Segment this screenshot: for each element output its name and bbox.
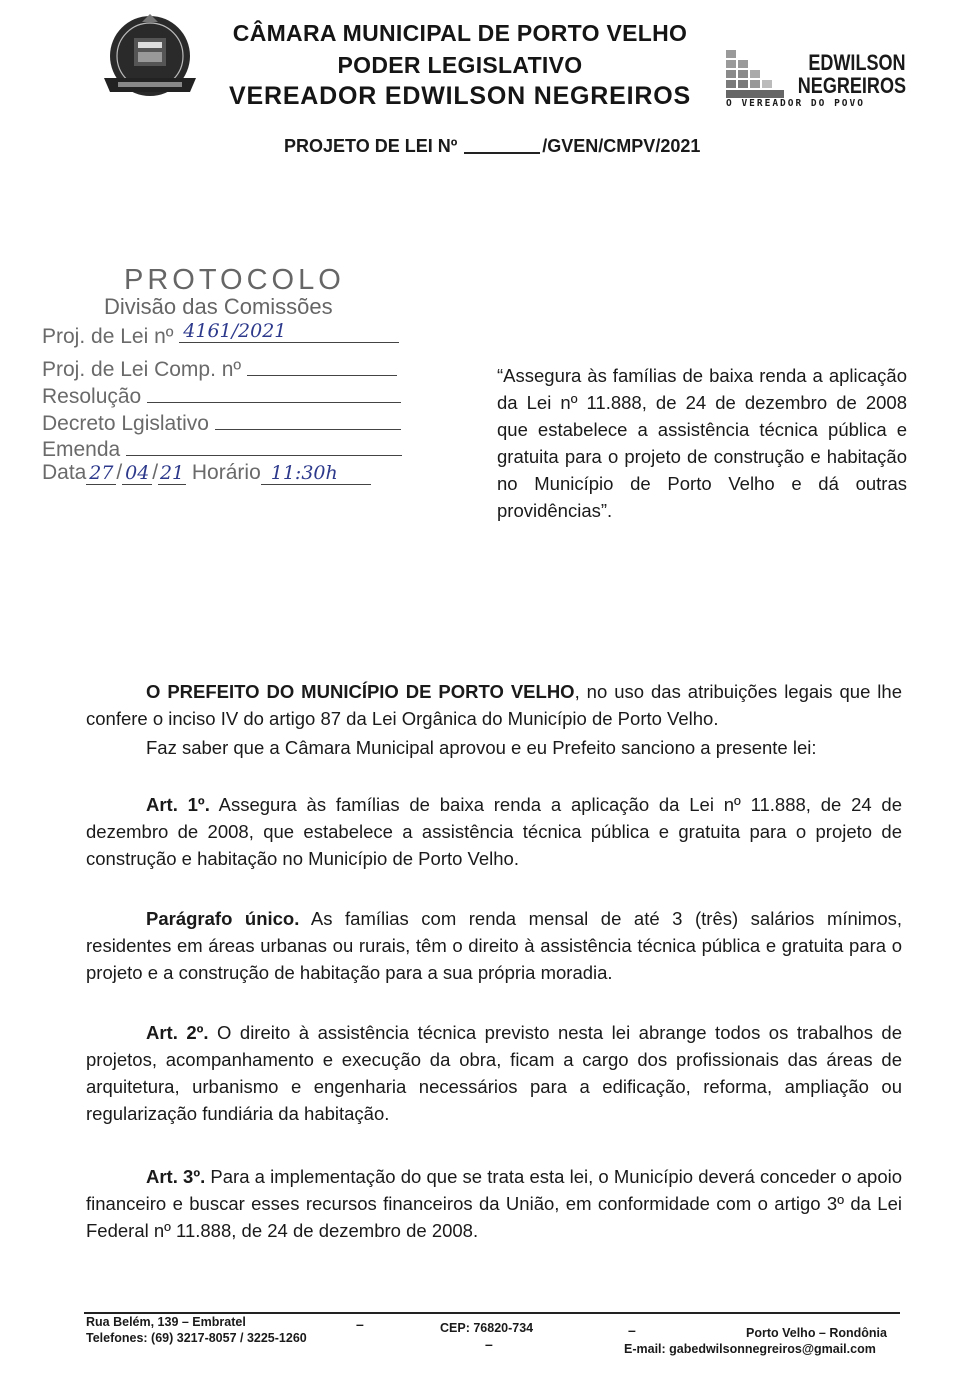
proj-lei-handwritten: 4161/2021 [183, 320, 287, 342]
footer-separator-1: – [356, 1316, 364, 1332]
article-3 [86, 1163, 902, 1244]
header-branch: PODER LEGISLATIVO [337, 52, 583, 78]
camara-seal [98, 8, 202, 108]
bill-number-blank [464, 152, 540, 154]
data-year-handwritten: 21 [159, 462, 185, 484]
horario-label: Horário [191, 461, 261, 484]
logo-name-line1: EDWILSON [808, 50, 906, 75]
bill-suffix: /GVEN/CMPV/2021 [542, 136, 701, 156]
logo-slogan: O VEREADOR DO POVO [726, 98, 865, 109]
proj-lei-comp-label: Proj. de Lei Comp. nº [42, 358, 242, 381]
article-3-label: Art. 3º. [146, 1166, 206, 1187]
horario-handwritten: 11:30h [261, 462, 371, 485]
protocol-stamp [38, 262, 418, 502]
bill-prefix: PROJETO DE LEI Nº [284, 136, 458, 156]
sole-paragraph [86, 905, 902, 986]
stamp-title: PROTOCOLO [124, 264, 345, 296]
councilman-logo [724, 40, 914, 122]
resolucao-label: Resolução [42, 385, 142, 408]
footer-divider [84, 1312, 900, 1314]
logo-name-line2: NEGREIROS [797, 73, 906, 98]
bill-summary: “Assegura às famílias de baixa renda a aplicação da Lei nº 11.888, de 24 de dezembro de 2008 que estabelece a assistência técnica pública e gratuita para o projeto de construção e habitação no Município de Porto Velho e dá outras providências”. [497, 365, 907, 521]
article-1 [86, 791, 902, 872]
footer-separator-2: – [485, 1336, 493, 1352]
article-1-text: Assegura às famílias de baixa renda a aplicação da Lei nº 11.888, de 24 de dezembro de 2008, que estabelece a assistência técnica pública e gratuita para o projeto de construção e habitação no Município de Porto Velho. [86, 794, 903, 869]
stamp-row-decreto [42, 409, 401, 436]
article-1-label: Art. 1º. [146, 794, 210, 815]
data-label: Data [42, 461, 87, 484]
sanction-paragraph: Faz saber que a Câmara Municipal aprovou e eu Prefeito sanciono a presente lei: [146, 737, 817, 758]
article-2-text: O direito à assistência técnica previsto nesta lei abrange todos os trabalhos de projetos, acompanhamento e execução da obra, ficam a cargo dos profissionais das áreas de arquitetura, urbanismo e engenharia necessários para a edificação, reforma, ampliação ou regularização fundiária da habitação. [86, 1022, 903, 1124]
stamp-row-data: Data 27 / 04 / 21 Horário 11:30h [42, 461, 371, 485]
header-councilman: VEREADOR EDWILSON NEGREIROS [229, 82, 691, 110]
preamble-text: , no uso das atribuições legais que lhe confere o inciso IV do artigo 87 da Lei Orgânica do Município de Porto Velho. [86, 681, 902, 729]
emenda-label: Emenda [42, 438, 121, 461]
footer-city: Porto Velho – Rondônia [746, 1326, 887, 1340]
footer-email: E-mail: gabedwilsonnegreiros@gmail.com [624, 1342, 876, 1356]
footer-separator-3: – [628, 1322, 636, 1338]
sole-paragraph-label: Parágrafo único. [146, 908, 300, 929]
sole-paragraph-text: As famílias com renda mensal de até 3 (três) salários mínimos, residentes em áreas urbanas ou rurais, têm o direito à assistência técnica pública e gratuita para o projeto e a construção de habitação para a sua própria moradia. [86, 908, 902, 983]
article-2 [86, 1019, 902, 1127]
decreto-label: Decreto Lgislativo [42, 412, 209, 435]
stamp-subtitle: Divisão das Comissões [104, 294, 333, 319]
preamble-paragraph [86, 678, 902, 732]
stamp-row-proj-lei-comp [42, 355, 397, 382]
article-2-label: Art. 2º. [146, 1022, 209, 1043]
stamp-row-resolucao [42, 382, 401, 409]
article-3-text: Para a implementação do que se trata esta lei, o Município deverá conceder o apoio financeiro e buscar esses recursos financeiros da União, em conformidade com o artigo 3º da Lei Federal nº 11.888, de 24 de dezembro de 2008. [86, 1166, 903, 1241]
footer-address: Rua Belém, 139 – Embratel [86, 1315, 246, 1329]
footer-phones: Telefones: (69) 3217-8057 / 3225-1260 [86, 1331, 307, 1345]
stamp-row-proj-lei [42, 322, 399, 349]
preamble-bold: O PREFEITO DO MUNICÍPIO DE PORTO VELHO [146, 681, 575, 702]
data-month-handwritten: 04 [122, 462, 152, 485]
proj-lei-label: Proj. de Lei nº [42, 325, 174, 348]
header-institution: CÂMARA MUNICIPAL DE PORTO VELHO [232, 20, 688, 46]
logo-bars-icon [724, 48, 786, 100]
bill-number-heading [284, 136, 744, 157]
footer-cep: CEP: 76820-734 [440, 1321, 534, 1335]
data-day-handwritten: 27 [86, 462, 116, 485]
stamp-row-emenda [42, 435, 402, 462]
